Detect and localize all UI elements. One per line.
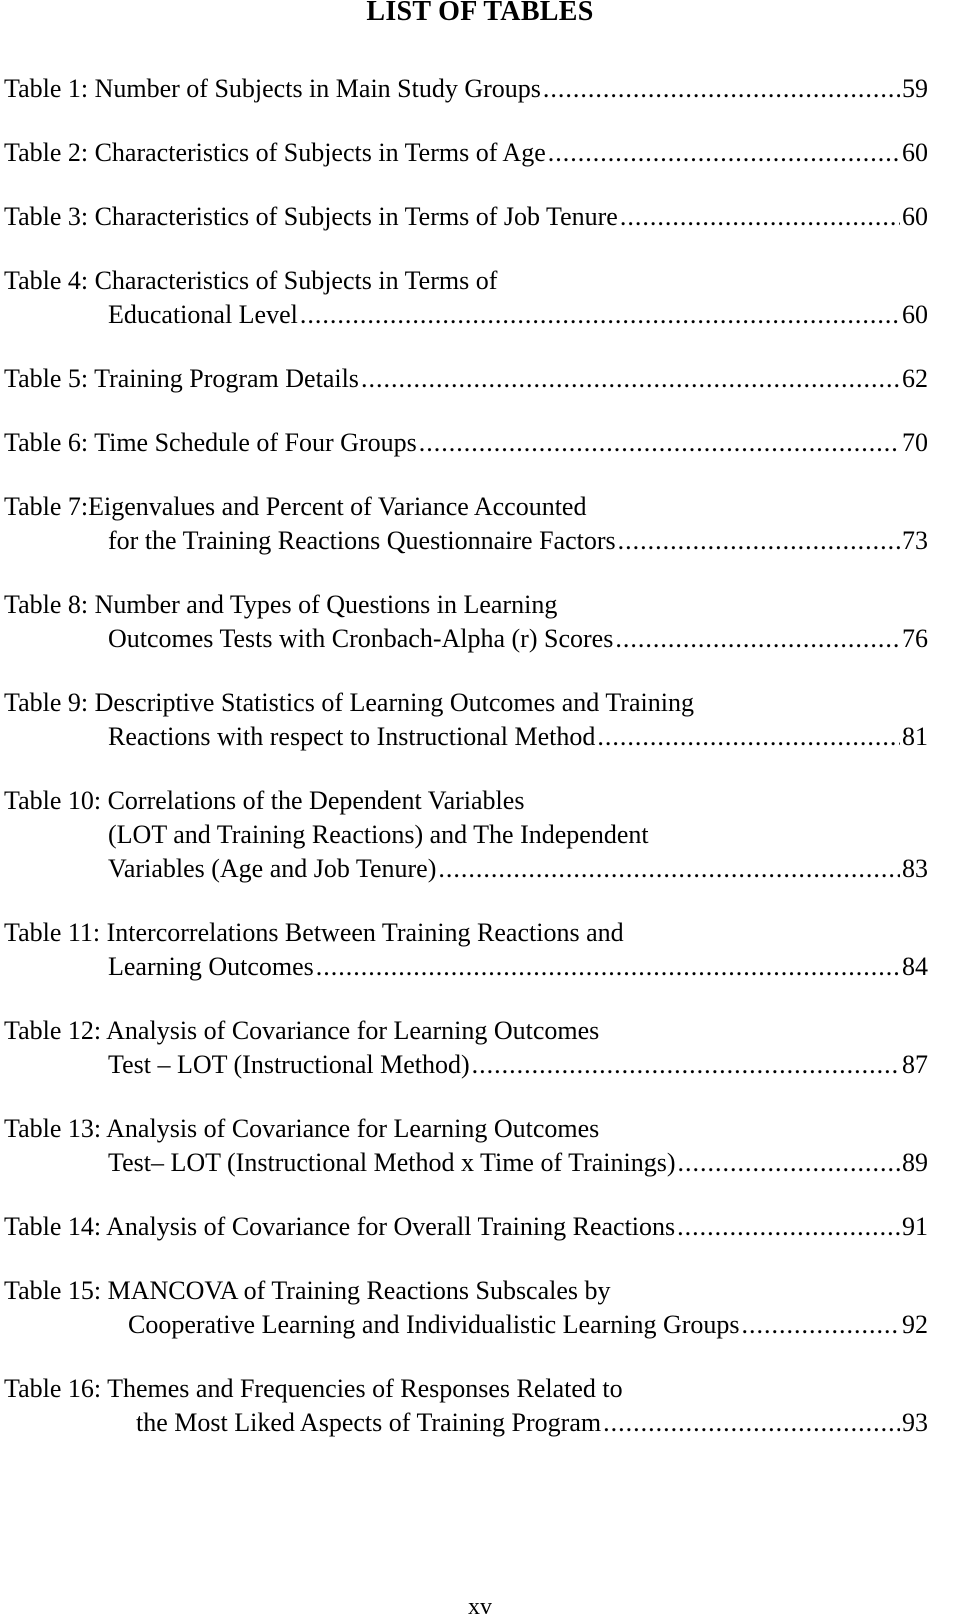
dot-leader <box>618 524 900 558</box>
dot-leader <box>620 200 900 234</box>
dot-leader <box>597 720 900 754</box>
page-number: 92 <box>902 1310 928 1339</box>
toc-line <box>4 622 928 656</box>
page-number: 60 <box>902 202 928 231</box>
toc-entry-table-4[interactable] <box>4 264 928 332</box>
toc-entry-title: Table 14: Analysis of Covariance for Overall Training Reactions <box>4 1212 676 1241</box>
toc-line <box>4 426 928 460</box>
toc-entry-title-continued: Educational Level <box>108 300 298 329</box>
toc-entry-title: Table 6: Time Schedule of Four Groups <box>4 428 417 457</box>
toc-entry-title: Table 15: MANCOVA of Training Reactions Subscales by <box>4 1276 611 1305</box>
page-number: 84 <box>902 952 928 981</box>
toc-entry-title: Table 3: Characteristics of Subjects in Terms of Job Tenure <box>4 202 618 231</box>
toc-line <box>4 72 928 106</box>
toc-line <box>4 720 928 754</box>
page-number: 76 <box>902 624 928 653</box>
toc-line <box>4 1146 928 1180</box>
toc-entry-table-8[interactable] <box>4 588 928 656</box>
toc-entry-table-9[interactable] <box>4 686 928 754</box>
toc-entry-title-continued: Cooperative Learning and Individualistic Learning Groups <box>128 1310 740 1339</box>
table-of-contents <box>4 72 928 1470</box>
toc-entry-table-14[interactable] <box>4 1210 928 1244</box>
toc-line <box>4 1406 928 1440</box>
toc-entry-title: Table 1: Number of Subjects in Main Study Groups <box>4 74 541 103</box>
toc-entry-title: Table 7:Eigenvalues and Percent of Variance Accounted <box>4 492 587 521</box>
toc-line <box>4 200 928 234</box>
toc-line <box>4 524 928 558</box>
toc-line <box>4 852 928 886</box>
dot-leader <box>677 1210 900 1244</box>
toc-line <box>4 136 928 170</box>
page-number: 70 <box>902 428 928 457</box>
dot-leader <box>678 1146 900 1180</box>
toc-entry-table-15[interactable] <box>4 1274 928 1342</box>
dot-leader <box>548 136 900 170</box>
toc-entry-table-16[interactable] <box>4 1372 928 1440</box>
toc-entry-table-6[interactable] <box>4 426 928 460</box>
page-number: 73 <box>902 526 928 555</box>
toc-entry-table-12[interactable] <box>4 1014 928 1082</box>
toc-entry-title: Table 12: Analysis of Covariance for Learning Outcomes <box>4 1016 600 1045</box>
toc-line <box>4 1048 928 1082</box>
dot-leader <box>300 298 900 332</box>
toc-entry-table-10[interactable] <box>4 784 928 886</box>
page-number: 62 <box>902 364 928 393</box>
page-number: 83 <box>902 854 928 883</box>
toc-entry-title-continued: Variables (Age and Job Tenure) <box>108 854 437 883</box>
page-number: 60 <box>902 138 928 167</box>
dot-leader <box>472 1048 900 1082</box>
dot-leader <box>419 426 900 460</box>
dot-leader <box>316 950 900 984</box>
page-number: 89 <box>902 1148 928 1177</box>
toc-entry-table-3[interactable] <box>4 200 928 234</box>
dot-leader <box>543 72 900 106</box>
toc-entry-title-continued: Test– LOT (Instructional Method x Time of Trainings) <box>108 1148 676 1177</box>
page-number: 91 <box>902 1212 928 1241</box>
dot-leader <box>438 852 900 886</box>
page-number: 59 <box>902 74 928 103</box>
dot-leader <box>603 1406 900 1440</box>
toc-line <box>4 1308 928 1342</box>
toc-entry-title-continued: Reactions with respect to Instructional Method <box>108 722 596 751</box>
page-folio: xv <box>468 1594 492 1620</box>
toc-entry-title: Table 8: Number and Types of Questions in Learning <box>4 590 558 619</box>
dot-leader <box>615 622 900 656</box>
dot-leader <box>742 1308 900 1342</box>
toc-entry-title: Table 4: Characteristics of Subjects in Terms of <box>4 266 498 295</box>
toc-entry-table-2[interactable] <box>4 136 928 170</box>
toc-entry-title: Table 5: Training Program Details <box>4 364 359 393</box>
toc-entry-table-5[interactable] <box>4 362 928 396</box>
toc-entry-title: Table 2: Characteristics of Subjects in Terms of Age <box>4 138 546 167</box>
page-number: 60 <box>902 300 928 329</box>
toc-entry-table-7[interactable] <box>4 490 928 558</box>
toc-entry-title: Table 9: Descriptive Statistics of Learning Outcomes and Training <box>4 688 694 717</box>
toc-entry-title-continued: Learning Outcomes <box>108 952 314 981</box>
toc-entry-title: Table 10: Correlations of the Dependent Variables <box>4 786 525 815</box>
toc-entry-title: Table 16: Themes and Frequencies of Responses Related to <box>4 1374 623 1403</box>
page-title: LIST OF TABLES <box>366 0 594 27</box>
page-number: 81 <box>902 722 928 751</box>
toc-entry-table-11[interactable] <box>4 916 928 984</box>
page-number: 93 <box>902 1408 928 1437</box>
toc-entry-table-13[interactable] <box>4 1112 928 1180</box>
toc-entry-title: Table 13: Analysis of Covariance for Learning Outcomes <box>4 1114 600 1143</box>
toc-entry-title: Table 11: Intercorrelations Between Training Reactions and <box>4 918 624 947</box>
page-number: 87 <box>902 1050 928 1079</box>
toc-line <box>4 298 928 332</box>
toc-entry-title-continued: for the Training Reactions Questionnaire Factors <box>108 526 616 555</box>
toc-line <box>4 362 928 396</box>
dot-leader <box>361 362 900 396</box>
toc-entry-title-continued: the Most Liked Aspects of Training Program <box>136 1408 602 1437</box>
toc-entry-title-continued: Test – LOT (Instructional Method) <box>108 1050 470 1079</box>
toc-line <box>4 950 928 984</box>
toc-entry-title-continued: (LOT and Training Reactions) and The Independent <box>108 820 649 849</box>
toc-entry-title-continued: Outcomes Tests with Cronbach-Alpha (r) Scores <box>108 624 614 653</box>
toc-entry-table-1[interactable] <box>4 72 928 106</box>
toc-line <box>4 1210 928 1244</box>
